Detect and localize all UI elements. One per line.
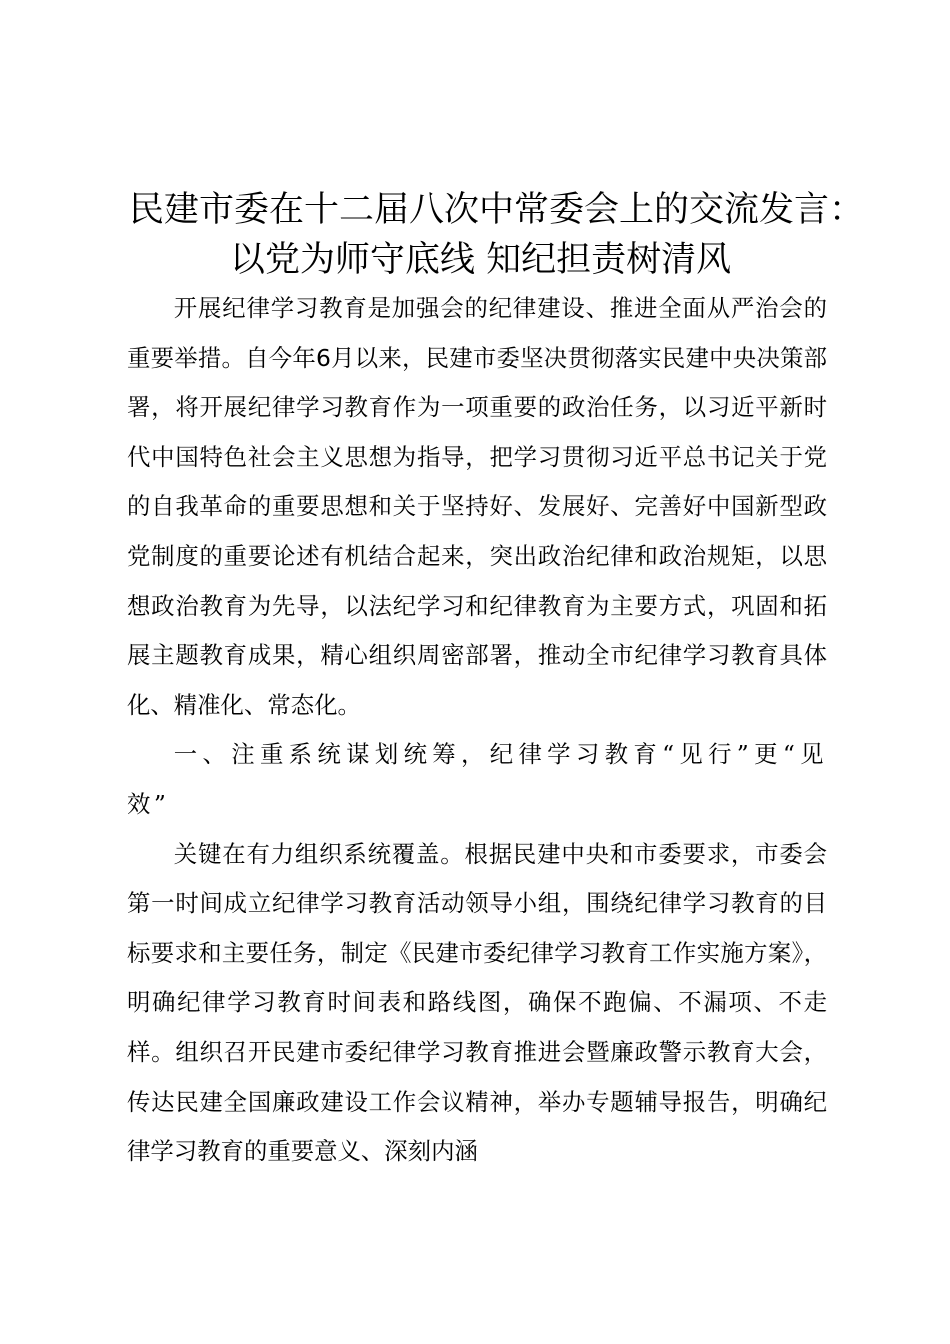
paragraph-intro: 开展纪律学习教育是加强会的纪律建设、推进全面从严治会的重要举措。自今年6月以来，民建市委坚决贯彻落实民建中央决策部署，将开展纪律学习教育作为一项重要的政治任务，以习近平新时代中国特色社会主义思想为指导，把学习贯彻习近平总书记关于党的自我革命的重要思想和关于坚持好、发展好、完善好中国新型政党制度的重要论述有机结合起来，突出政治纪律和政治规矩，以思想政治教育为先导，以法纪学习和纪律教育为主要方式，巩固和拓展主题教育成果，精心组织周密部署，推动全市纪律学习教育具体化、精准化、常态化。 bbox=[127, 294, 827, 719]
section-heading-1: 一、注重系统谋划统筹，纪律学习教育“见行”更“见效” bbox=[127, 740, 827, 818]
paragraph-section-1: 关键在有力组织系统覆盖。根据民建中央和市委要求，市委会第一时间成立纪律学习教育活动领导小组，围绕纪律学习教育的目标要求和主要任务，制定《民建市委纪律学习教育工作实施方案》，明确纪律学习教育时间表和路线图，确保不跑偏、不漏项、不走样。组织召开民建市委纪律学习教育推进会暨廉政警示教育大会，传达民建全国廉政建设工作会议精神，举办专题辅导报告，明确纪律学习教育的重要意义、深刻内涵 bbox=[127, 839, 827, 1166]
document-title bbox=[0, 185, 950, 285]
title-line-1: 民建市委在十二届八次中常委会上的交流发言： bbox=[129, 190, 865, 230]
document-body bbox=[127, 284, 827, 1177]
title-line-2: 以党为师守底线 知纪担责树清风 bbox=[230, 240, 732, 280]
